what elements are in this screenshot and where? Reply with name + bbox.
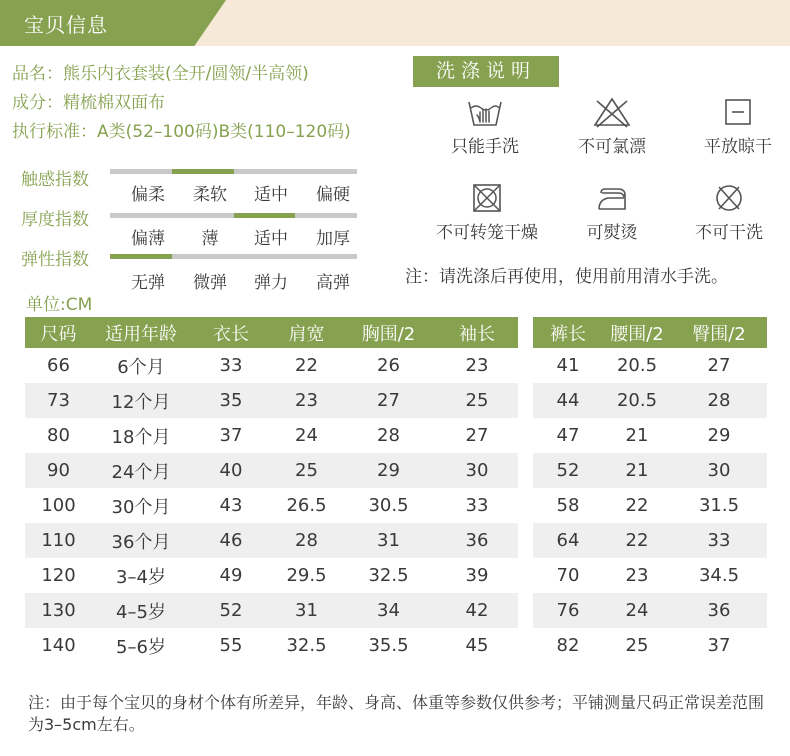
table-row (25, 418, 518, 453)
no-bleach-icon (592, 96, 632, 128)
table-cell: 44 (533, 383, 603, 418)
table-cell: 24 (603, 593, 671, 628)
table-cell: 12个月 (92, 383, 190, 418)
table-cell: 80 (47, 425, 70, 446)
wash-item (420, 96, 550, 157)
product-material: 成分：精梳棉双面布 (12, 93, 165, 113)
index-bar (110, 254, 357, 259)
table-cell: 6个月 (117, 356, 165, 378)
table-cell: 28 (671, 383, 767, 418)
product-standard: 执行标准：A类(52–100码)B类(110–120码) (12, 122, 351, 142)
table-cell: 24个月 (92, 453, 190, 488)
table-cell: 30个月 (111, 496, 171, 518)
table-cell: 26.5 (286, 495, 327, 516)
table-cell: 30.5 (368, 495, 409, 516)
table-cell: 41 (556, 355, 580, 376)
table-cell: 29.5 (286, 565, 327, 586)
table-header-row (533, 317, 767, 348)
table-row (25, 558, 518, 593)
column-header: 适用年龄 (92, 317, 190, 348)
table-cell: 34 (341, 593, 436, 628)
table-row (25, 488, 518, 523)
size-table (25, 317, 518, 663)
table-cell: 3–4岁 (116, 566, 166, 588)
table-cell: 120 (41, 565, 76, 586)
wash-label: 可熨烫 (586, 223, 638, 243)
index-option: 微弹 (193, 273, 227, 293)
index-option: 无弹 (131, 273, 165, 293)
column-header: 衣长 (190, 317, 272, 348)
table-row (533, 593, 767, 628)
table-row (533, 453, 767, 488)
no-tumble-dry-icon (467, 182, 507, 214)
iron-icon (592, 182, 632, 214)
table-cell: 33 (671, 523, 767, 558)
hand-wash-icon (465, 96, 505, 128)
wash-item (547, 182, 677, 243)
table-cell: 52 (190, 593, 272, 628)
table-cell: 42 (436, 593, 518, 628)
wash-label: 平放晾干 (704, 137, 772, 157)
column-header: 腰围/2 (603, 317, 671, 348)
table-cell: 23 (465, 355, 489, 376)
wash-item (422, 182, 552, 243)
column-header: 臀围/2 (671, 317, 767, 348)
table-cell: 26 (377, 355, 400, 376)
table-cell: 140 (41, 635, 76, 656)
table-row (25, 628, 518, 663)
table-cell: 28 (272, 523, 341, 558)
index-option: 弹力 (254, 273, 288, 293)
table-cell: 58 (556, 495, 580, 516)
index-option: 偏薄 (131, 229, 165, 249)
column-header: 裤长 (533, 317, 603, 348)
wash-item (547, 96, 677, 157)
table-header-row (25, 317, 518, 348)
product-info (12, 60, 351, 147)
table-cell: 37 (219, 425, 243, 446)
table-cell: 27 (341, 383, 436, 418)
table-cell: 29 (707, 425, 731, 446)
table-row (533, 628, 767, 663)
index-option: 柔软 (193, 185, 227, 205)
index-label: 弹性指数 (21, 250, 89, 270)
index-option: 适中 (254, 229, 288, 249)
table-cell: 24 (295, 425, 318, 446)
table-cell: 45 (465, 635, 489, 656)
table-cell: 43 (219, 495, 243, 516)
table-cell: 70 (556, 565, 580, 586)
table-cell: 35.5 (368, 635, 409, 656)
table-row (533, 558, 767, 593)
column-header: 尺码 (25, 317, 92, 348)
table-cell: 21 (625, 425, 649, 446)
table-cell: 4–5岁 (92, 593, 190, 628)
table-cell: 64 (533, 523, 603, 558)
wash-label: 不可转笼干燥 (436, 223, 538, 243)
table-cell: 31 (341, 523, 436, 558)
wash-title: 洗涤说明 (413, 56, 559, 87)
product-name: 品名：熊乐内衣套装(全开/圆领/半高领) (12, 64, 309, 84)
wash-item (664, 182, 790, 243)
table-cell: 23 (272, 383, 341, 418)
unit-label: 单位:CM (26, 295, 93, 315)
table-cell: 29 (341, 453, 436, 488)
index-option: 偏硬 (316, 185, 350, 205)
column-header: 袖长 (436, 317, 518, 348)
index-bar-fill (110, 254, 172, 259)
table-row (25, 348, 518, 383)
table-row (25, 383, 518, 418)
table-row (25, 453, 518, 488)
table-cell: 27 (707, 355, 731, 376)
table-cell: 34.5 (698, 565, 740, 586)
index-option: 偏柔 (131, 185, 165, 205)
wash-label: 不可干洗 (695, 223, 763, 243)
table-cell: 130 (25, 593, 92, 628)
index-label: 厚度指数 (21, 210, 89, 230)
index-option: 高弹 (316, 273, 350, 293)
table-cell: 25 (436, 383, 518, 418)
wash-label: 只能手洗 (451, 137, 519, 157)
table-cell: 25 (625, 635, 649, 656)
table-cell: 20.5 (616, 355, 658, 376)
index-bar-fill (172, 169, 234, 174)
table-cell: 25 (272, 453, 341, 488)
table-cell: 33 (465, 495, 489, 516)
column-header: 胸围/2 (341, 317, 436, 348)
table-cell: 28 (377, 425, 400, 446)
dry-flat-icon (718, 96, 758, 128)
wash-note: 注：请洗涤后再使用，使用前用清水手洗。 (405, 267, 728, 287)
index-option: 加厚 (316, 229, 350, 249)
table-cell: 27 (465, 425, 489, 446)
table-cell: 40 (190, 453, 272, 488)
table-cell: 36 (671, 593, 767, 628)
table-cell: 32.5 (368, 565, 409, 586)
table-cell: 49 (219, 565, 243, 586)
table-cell: 90 (25, 453, 92, 488)
pants-table (533, 317, 767, 663)
index-option: 薄 (201, 229, 219, 249)
no-dry-clean-icon (709, 182, 749, 214)
table-row (533, 348, 767, 383)
table-cell: 36 (436, 523, 518, 558)
table-row (533, 523, 767, 558)
footer-note: 注：由于每个宝贝的身材个体有所差异，年龄、身高、体重等参数仅供参考；平铺测量尺码正常误差范围为3–5cm左右。 (28, 693, 765, 734)
table-cell: 55 (219, 635, 243, 656)
table-cell: 76 (533, 593, 603, 628)
table-cell: 21 (603, 453, 671, 488)
table-cell: 47 (556, 425, 580, 446)
table-row (25, 593, 518, 628)
table-cell: 31 (272, 593, 341, 628)
table-cell: 31.5 (698, 495, 740, 516)
table-cell: 20.5 (603, 383, 671, 418)
table-cell: 32.5 (286, 635, 327, 656)
column-header: 肩宽 (272, 317, 341, 348)
table-row (533, 418, 767, 453)
table-cell: 66 (47, 355, 70, 376)
table-cell: 46 (190, 523, 272, 558)
table-row (533, 383, 767, 418)
table-cell: 52 (533, 453, 603, 488)
page-title: 宝贝信息 (24, 13, 108, 37)
table-cell: 35 (190, 383, 272, 418)
index-bar (110, 169, 357, 174)
table-row (533, 488, 767, 523)
index-bar (110, 213, 357, 218)
index-option: 适中 (254, 185, 288, 205)
table-cell: 39 (465, 565, 489, 586)
table-row (25, 523, 518, 558)
table-cell: 22 (603, 523, 671, 558)
table-cell: 18个月 (111, 426, 171, 448)
wash-item (673, 96, 790, 157)
index-bar-fill (234, 213, 296, 218)
table-cell: 33 (219, 355, 243, 376)
table-cell: 82 (556, 635, 580, 656)
table-cell: 73 (25, 383, 92, 418)
table-cell: 5–6岁 (116, 636, 166, 658)
index-label: 触感指数 (21, 170, 89, 190)
table-cell: 22 (295, 355, 318, 376)
table-cell: 22 (625, 495, 649, 516)
table-cell: 37 (707, 635, 731, 656)
table-cell: 30 (436, 453, 518, 488)
table-cell: 110 (25, 523, 92, 558)
table-cell: 30 (671, 453, 767, 488)
table-cell: 23 (625, 565, 649, 586)
wash-label: 不可氯漂 (578, 137, 646, 157)
table-cell: 100 (41, 495, 76, 516)
table-cell: 36个月 (92, 523, 190, 558)
